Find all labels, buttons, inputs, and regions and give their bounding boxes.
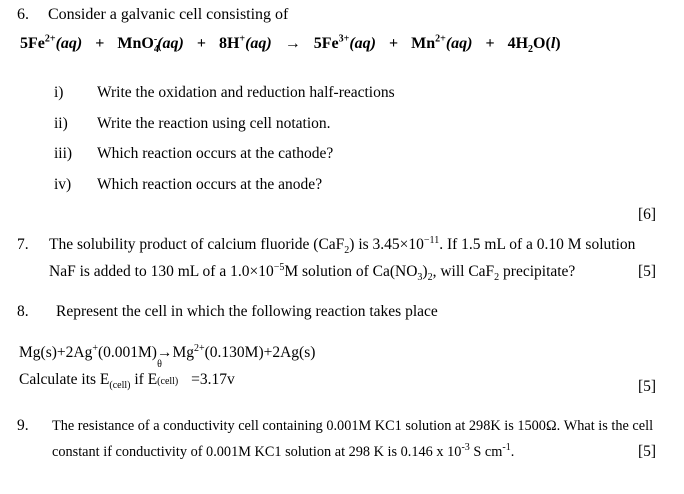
q6-part-label: ii) bbox=[54, 115, 68, 132]
reaction-arrow: → bbox=[156, 344, 173, 361]
q6-part-label: iii) bbox=[54, 145, 73, 162]
eq-term-1: $5Fe^{2+}(aq)$ bbox=[20, 33, 83, 52]
q6-part-label: i) bbox=[54, 84, 64, 101]
q9-line-2: constant if conductivity of 0.001M KC1 solution at 298 K is 0.146 x $10^{-3}$ S $cm^{-1}$. bbox=[52, 442, 515, 460]
q9-marks: [5] bbox=[638, 443, 657, 460]
q8-marks: [5] bbox=[638, 378, 657, 395]
eq-product-1: $5Fe^{3+}(aq)$ bbox=[313, 33, 376, 52]
q6-part-text: Which reaction occurs at the cathode? bbox=[97, 145, 334, 162]
q8-intro: Represent the cell in which the following reaction takes place bbox=[56, 303, 438, 320]
eq-product-3: $4H_2O(l)$ bbox=[507, 35, 561, 56]
q6-part-text: Write the oxidation and reduction half-reactions bbox=[97, 84, 395, 101]
q6-part-text: Write the reaction using cell notation. bbox=[97, 115, 331, 132]
q6-marks: [6] bbox=[638, 206, 657, 223]
q6-part-label: iv) bbox=[54, 176, 72, 193]
eq-product-2: $Mn^{2+}(aq)$ bbox=[411, 33, 473, 52]
q7-line-1: The solubility product of calcium fluoride (CaF$_2$) is $3.45\times 10^{-11}$. If 1.5 mL of a 0.10 M solution bbox=[49, 236, 636, 254]
q9-number: 9. bbox=[17, 417, 29, 434]
reaction-arrow: → bbox=[284, 35, 301, 52]
q6-part-text: Which reaction occurs at the anode? bbox=[97, 176, 323, 193]
eq-term-3: 8H+(aq) bbox=[218, 33, 272, 52]
q7-number: 7. bbox=[17, 236, 29, 253]
q8-reaction: $Mg(s)+2Ag^+(0.001M)\to Mg^{2+}(0.130M)+2Ag(s)$ bbox=[19, 342, 316, 361]
q6-equation: $5Fe^{2+}(aq) + MnO_4^-(aq) + 8H^+(aq) \to 5Fe^{3+}(aq) + Mn^{2+}(aq) + 4H_2O(l)$ bbox=[20, 33, 561, 56]
q7-marks: [5] bbox=[638, 263, 657, 280]
q6-number: 6. bbox=[17, 6, 29, 23]
q9-line-1: The resistance of a conductivity cell containing 0.001M KC1 solution at 298K is 1500Ω. What is the cell bbox=[52, 418, 654, 434]
q8-calc: Calculate its $E_{(cell)}$ if E θ (cell) =3.17v bbox=[19, 359, 235, 392]
q8-number: 8. bbox=[17, 303, 29, 320]
q7-line-2: NaF is added to 130 mL of a $1.0\times 10^{-5}M$ solution of $Ca(NO_3)_2$, will CaF$_2$ precipitate? bbox=[49, 261, 576, 284]
q6-intro: Consider a galvanic cell consisting of bbox=[48, 6, 289, 23]
eq-term-2: MnO$_4$-(aq) bbox=[117, 33, 184, 56]
